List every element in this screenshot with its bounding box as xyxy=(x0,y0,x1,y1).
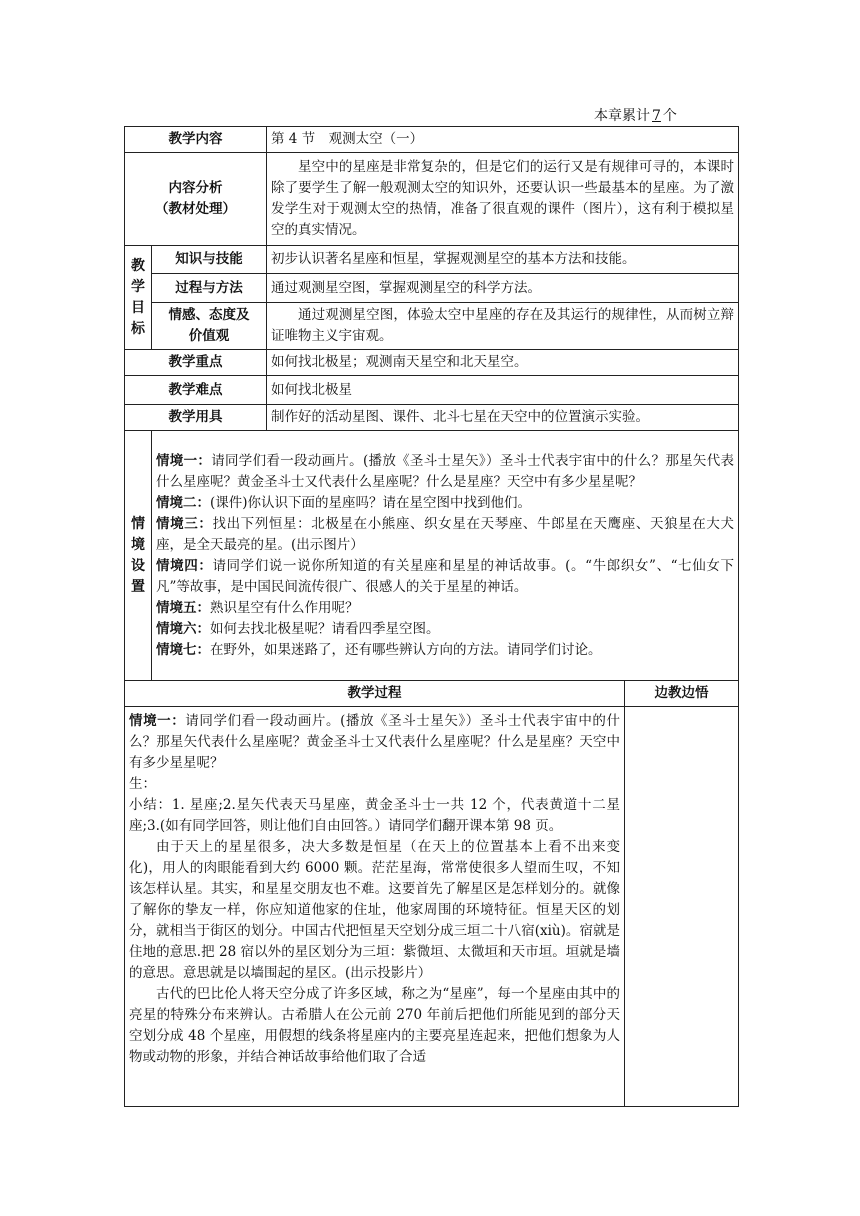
analysis-label-line1: 内容分析 xyxy=(168,180,223,196)
process-intro-title: 情境一： xyxy=(129,713,186,729)
situation-text: 请同学们看一段动画片。(播放《圣斗士星矢》）圣斗士代表宇宙中的什么？那星矢代表什么星座呢？黄金圣斗士又代表什么星座呢？什么是星座？天空中有多少星星呢？ xyxy=(156,452,735,490)
goals-char-3: 目 xyxy=(131,299,145,316)
emotion-label xyxy=(152,303,267,350)
row-process-method xyxy=(125,274,739,303)
counter-prefix: 本章累计 xyxy=(594,108,650,124)
process-body xyxy=(125,707,625,1107)
tools-label: 教学用具 xyxy=(125,405,267,431)
situation-text: 如何去找北极星呢？请看四季星空图。 xyxy=(210,620,440,637)
counter-suffix: 个 xyxy=(662,108,677,124)
goals-label xyxy=(125,246,152,350)
situations-char-3: 设 xyxy=(131,557,145,574)
emotion-label-line1: 情感、态度及 xyxy=(168,307,250,323)
row-analysis xyxy=(125,153,739,246)
key-point-label: 教学重点 xyxy=(125,350,267,376)
row-key-point xyxy=(125,350,739,376)
situations-char-4: 置 xyxy=(131,578,145,595)
situations-char-2: 境 xyxy=(131,536,145,553)
row-process-header xyxy=(125,681,739,707)
situation-text: (课件)你认识下面的星座吗？请在星空图中找到他们。 xyxy=(210,494,532,511)
situations-list xyxy=(152,431,739,681)
situation-title: 情境四： xyxy=(156,557,213,574)
row-tools xyxy=(125,405,739,431)
chapter-counter xyxy=(594,105,714,125)
emotion-label-line2: 价值观 xyxy=(188,328,230,344)
goals-char-4: 标 xyxy=(131,320,145,337)
process-student: 生： xyxy=(129,776,156,792)
row-knowledge xyxy=(125,246,739,274)
situations-label xyxy=(125,431,152,681)
situation-item xyxy=(156,493,734,514)
analysis-label xyxy=(125,153,267,246)
situation-title: 情境二： xyxy=(156,494,210,511)
situation-item xyxy=(156,451,734,493)
situation-title: 情境三： xyxy=(156,515,213,532)
key-point-text: 如何找北极星；观测南天星空和北天星空。 xyxy=(267,350,739,376)
process-intro xyxy=(129,711,620,774)
situation-title: 情境一： xyxy=(156,452,212,469)
row-process-body xyxy=(125,707,739,1107)
situation-title: 情境五： xyxy=(156,599,210,616)
process-header-label: 教学过程 xyxy=(125,681,625,707)
situation-item xyxy=(156,619,734,640)
lesson-plan-table xyxy=(124,126,739,1107)
situation-title: 情境七： xyxy=(156,641,210,658)
difficulty-text: 如何找北极星 xyxy=(267,376,739,405)
situation-item xyxy=(156,514,734,556)
situation-text: 找出下列恒星：北极星在小熊座、织女星在天琴座、牛郎星在天鹰座、天狼星在大犬座，是全天最亮的星。(出示图片） xyxy=(156,515,735,553)
situation-item xyxy=(156,598,734,619)
situation-text: 熟识星空有什么作用呢？ xyxy=(210,599,359,616)
process-side-label: 边教边悟 xyxy=(625,681,739,707)
process-side-notes xyxy=(625,707,739,1107)
situation-title: 情境六： xyxy=(156,620,210,637)
process-paragraph-2: 古代的巴比伦人将天空分成了许多区域，称之为“星座”，每一个星座由其中的亮星的特殊分布来辨认。古希腊人在公元前 270 年前后把他们所能见到的部分天空划分成 48 个星座，用假想的线条将星座内的主要亮星连起来，把他们想象为人物或动物的形象，并结合神话故事给他们取了合适 xyxy=(129,986,620,1065)
content-label: 教学内容 xyxy=(125,127,267,153)
counter-number: 7 xyxy=(652,108,661,124)
row-content xyxy=(125,127,739,153)
row-situations xyxy=(125,431,739,681)
process-method-text: 通过观测星空图，掌握观测星空的科学方法。 xyxy=(267,274,739,303)
row-difficulty xyxy=(125,376,739,405)
situations-char-1: 情 xyxy=(131,515,145,532)
process-paragraph-1: 由于天上的星星很多，决大多数是恒星（在天上的位置基本上看不出来变化)，用人的肉眼能看到大约 6000 颗。茫茫星海，常常使很多人望而生叹，不知该怎样认星。其实，和星星交朋友也不难。这要首先了解星区是怎样划分的。就像了解你的挚友一样，你应知道他家的住址，他家周围的环境特征。恒星天区的划分，就相当于街区的划分。中国古代把恒星天空划分成三垣二十八宿(xiù)。宿就是住地的意思.把 28 宿以外的星区划分为三垣：紫微垣、太微垣和天市垣。垣就是墙的意思。意思就是以墙围起的星区。(出示投影片） xyxy=(129,839,620,981)
goals-char-2: 学 xyxy=(131,278,145,295)
situation-item xyxy=(156,640,734,661)
process-method-label: 过程与方法 xyxy=(152,274,267,303)
goals-char-1: 教 xyxy=(131,257,145,274)
situation-text: 在野外，如果迷路了，还有哪些辨认方向的方法。请同学们讨论。 xyxy=(210,641,602,658)
content-value: 第 4 节 观测太空（一） xyxy=(267,127,739,153)
row-emotion xyxy=(125,303,739,350)
emotion-text: 通过观测星空图，体验太空中星座的存在及其运行的规律性，从而树立辩证唯物主义宇宙观。 xyxy=(267,303,739,350)
knowledge-label: 知识与技能 xyxy=(152,246,267,274)
process-intro-text: 请同学们看一段动画片。(播放《圣斗士星矢》）圣斗士代表宇宙中的什么？那星矢代表什么星座呢？黄金圣斗士又代表什么星座呢？什么是星座？天空中有多少星星呢？ xyxy=(129,713,620,771)
analysis-label-line2: （教材处理） xyxy=(155,201,236,217)
process-summary: 小结：1. 星座;2.星矢代表天马星座，黄金圣斗士一共 12 个，代表黄道十二星座;3.(如有同学回答，则让他们自由回答。）请同学们翻开课本第 98 页。 xyxy=(129,797,620,834)
knowledge-text: 初步认识著名星座和恒星，掌握观测星空的基本方法和技能。 xyxy=(267,246,739,274)
situation-text: 请同学们说一说你所知道的有关星座和星星的神话故事。(。“牛郎织女”、“七仙女下凡”等故事，是中国民间流传很广、很感人的关于星星的神话。 xyxy=(156,557,735,595)
situation-item xyxy=(156,556,734,598)
difficulty-label: 教学难点 xyxy=(125,376,267,405)
analysis-text: 星空中的星座是非常复杂的，但是它们的运行又是有规律可寻的，本课时除了要学生了解一般观测太空的知识外，还要认识一些最基本的星座。为了激发学生对于观测太空的热情，准备了很直观的课件（图片），这有利于模拟星空的真实情况。 xyxy=(267,153,739,246)
tools-text: 制作好的活动星图、课件、北斗七星在天空中的位置演示实验。 xyxy=(267,405,739,431)
